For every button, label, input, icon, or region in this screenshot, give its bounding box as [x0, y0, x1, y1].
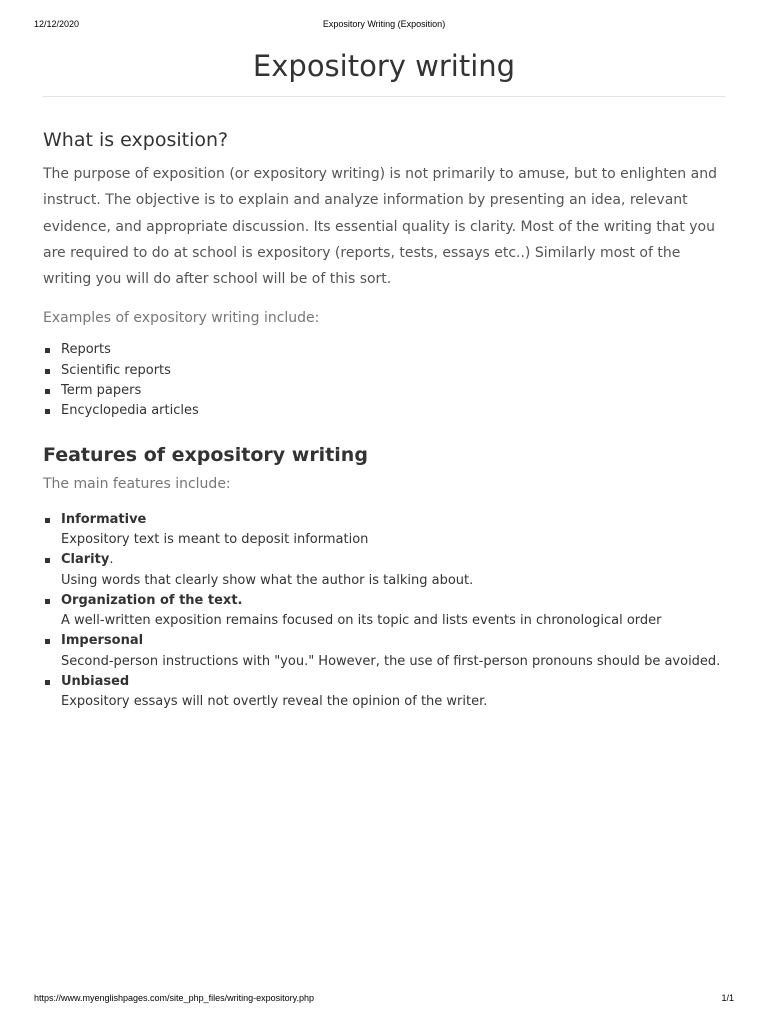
- list-item: Scientific reports: [61, 361, 725, 381]
- list-item: Reports: [61, 340, 725, 360]
- examples-intro: Examples of expository writing include:: [43, 310, 320, 327]
- article: [43, 44, 725, 713]
- features-list: [43, 510, 725, 713]
- feature-item: [61, 591, 725, 632]
- feature-term: Unbiased: [61, 674, 130, 690]
- print-page-count: 1/1: [721, 993, 734, 1003]
- list-item: Term papers: [61, 381, 725, 401]
- print-date: 12/12/2020: [34, 19, 80, 29]
- feature-term: Clarity: [61, 552, 110, 568]
- page-title: Expository writing: [252, 49, 516, 83]
- list-item: Encyclopedia articles: [61, 401, 725, 421]
- feature-description: A well-written exposition remains focused on its topic and lists events in chronological order: [61, 613, 662, 629]
- examples-list: [43, 340, 725, 421]
- section-heading-exposition: What is exposition?: [43, 129, 229, 151]
- feature-description: Expository essays will not overtly reveal the opinion of the writer.: [61, 694, 488, 710]
- title-divider: [43, 96, 725, 97]
- exposition-paragraph: The purpose of exposition (or expository writing) is not primarily to amuse, but to enlighten and instruct. The objective is to explain and analyze information by presenting an idea, relevant evidence, and appropriate discussion. Its essential quality is clarity. Most of the writing that you are required to do at school is expository (reports, tests, essays etc..) Similarly most of the writing you will do after school will be of this sort.: [43, 166, 717, 288]
- feature-term-suffix: .: [109, 552, 114, 568]
- feature-item: [61, 510, 725, 551]
- feature-item: [61, 550, 725, 591]
- print-url: https://www.myenglishpages.com/site_php_files/writing-expository.php: [34, 993, 314, 1003]
- feature-description: Second-person instructions with "you." However, the use of first-person pronouns should be avoided.: [61, 653, 721, 669]
- section-heading-features: Features of expository writing: [43, 443, 368, 466]
- feature-item: [61, 631, 725, 672]
- feature-term: Organization of the text.: [61, 592, 243, 608]
- feature-item: [61, 672, 725, 713]
- feature-term: Informative: [61, 511, 147, 527]
- feature-description: Expository text is meant to deposit information: [61, 531, 369, 547]
- features-intro: The main features include:: [43, 475, 231, 492]
- print-header: [0, 0, 768, 40]
- print-document-title: Expository Writing (Exposition): [322, 19, 446, 29]
- feature-term: Impersonal: [61, 633, 144, 649]
- feature-description: Using words that clearly show what the author is talking about.: [61, 572, 474, 588]
